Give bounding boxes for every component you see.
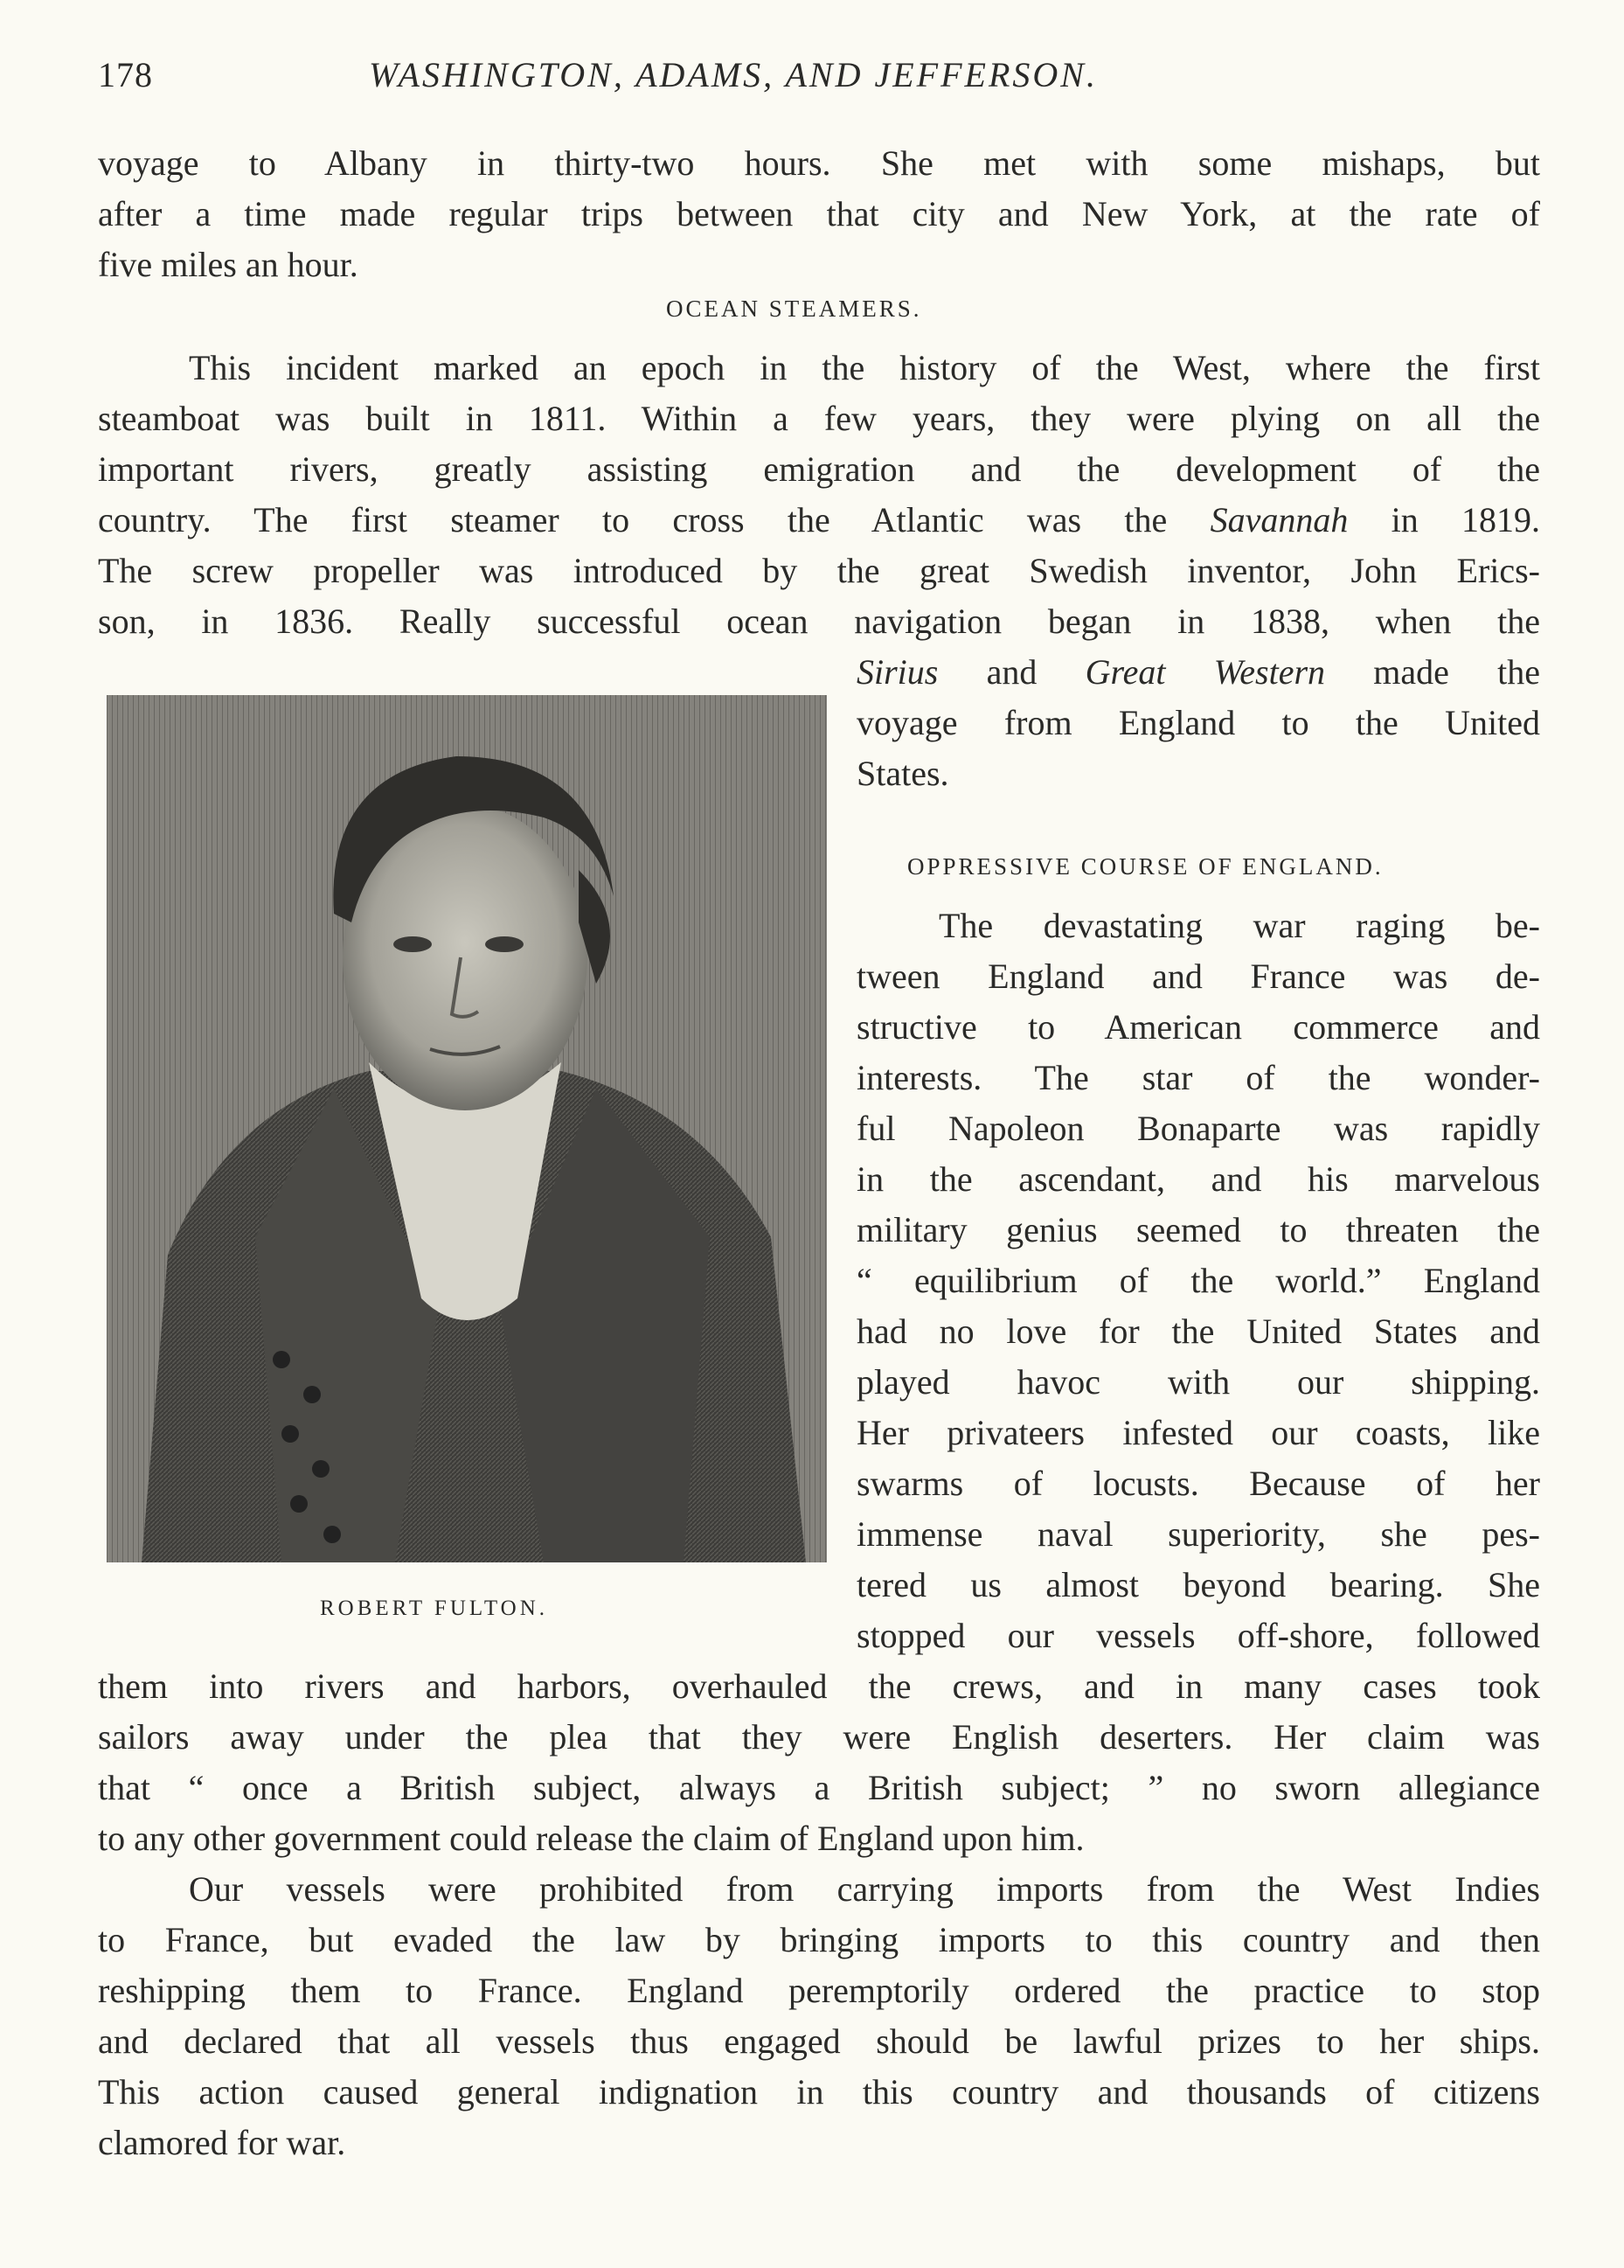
text-line: and declared that all vessels thus engaged should be lawful prizes to her ships. (98, 2021, 1540, 2061)
text-line: clamored for war. (98, 2123, 346, 2162)
text-line: The devastating war raging be- (939, 906, 1540, 945)
text-line: tered us almost beyond bearing. She (857, 1565, 1540, 1604)
portrait-engraving (107, 695, 827, 1562)
text-segment: in 1819. (1391, 500, 1541, 539)
closing-paragraph (98, 1864, 1540, 2168)
ship-name-sirius: Sirius (857, 652, 939, 692)
text-line: Her privateers infested our coasts, like (857, 1413, 1540, 1452)
text-segment: made the (1373, 652, 1541, 692)
text-line: that “ once a British subject, always a British subject; ” no sworn allegiance (98, 1768, 1540, 1807)
england-continuation-paragraph (98, 1661, 1540, 1864)
text-line: to France, but evaded the law by bringing imports to this country and then (98, 1920, 1540, 1959)
ocean-steamers-paragraph (98, 343, 1540, 647)
text-line: after a time made regular trips between that city and New York, at the rate of (98, 194, 1540, 233)
ship-name-savannah: Savannah (1210, 500, 1349, 539)
england-column (857, 901, 1540, 1661)
opening-paragraph (98, 138, 1540, 290)
text-line: swarms of locusts. Because of her (857, 1464, 1540, 1503)
text-line: to any other government could release the claim of England upon him. (98, 1819, 1085, 1858)
figure-caption: ROBERT FULTON. (320, 1597, 549, 1620)
text-line: steamboat was built in 1811. Within a few years, they were plying on all the (98, 399, 1540, 438)
text-line: This action caused general indignation in this country and thousands of citizens (98, 2072, 1540, 2111)
text-line: had no love for the United States and (857, 1311, 1540, 1351)
text-line: military genius seemed to threaten the (857, 1210, 1540, 1249)
text-line: structive to American commerce and (857, 1007, 1540, 1047)
text-line: in the ascendant, and his marvelous (857, 1159, 1540, 1199)
text-line: This incident marked an epoch in the history of the West, where the first (189, 348, 1540, 387)
text-line: immense naval superiority, she pes- (857, 1514, 1540, 1554)
text-line: them into rivers and harbors, overhauled the crews, and in many cases took (98, 1666, 1540, 1706)
portrait-image-robert-fulton (107, 695, 827, 1562)
text-line: “ equilibrium of the world.” England (857, 1261, 1540, 1300)
text-line: States. (857, 754, 949, 793)
text-line: reshipping them to France. England peremptorily ordered the practice to stop (98, 1971, 1540, 2010)
text-line (98, 495, 1540, 546)
running-title: WASHINGTON, ADAMS, AND JEFFERSON. (369, 55, 1098, 94)
text-line: played havoc with our shipping. (857, 1362, 1540, 1402)
text-segment: and (986, 652, 1038, 692)
section-heading-ocean-steamers: OCEAN STEAMERS. (666, 296, 922, 322)
text-segment: country. The first steamer to cross the Atlantic was the (98, 500, 1168, 539)
text-line: The screw propeller was introduced by the great Swedish inventor, John Erics- (98, 551, 1540, 590)
ocean-steamers-column (857, 647, 1540, 799)
text-line: son, in 1836. Really successful ocean navigation began in 1838, when the (98, 602, 1540, 641)
section-heading-oppressive-course: OPPRESSIVE COURSE OF ENGLAND. (907, 853, 1384, 880)
text-line: sailors away under the plea that they were English deserters. Her claim was (98, 1717, 1540, 1757)
page-number: 178 (98, 55, 153, 94)
text-line: five miles an hour. (98, 245, 358, 284)
text-line: interests. The star of the wonder- (857, 1058, 1540, 1097)
text-line: important rivers, greatly assisting emigration and the development of the (98, 449, 1540, 489)
text-line: tween England and France was de- (857, 957, 1540, 996)
page-header (98, 54, 1540, 107)
text-line: Our vessels were prohibited from carrying imports from the West Indies (189, 1869, 1540, 1909)
text-line: voyage to Albany in thirty-two hours. She met with some mishaps, but (98, 143, 1540, 183)
text-line: voyage from England to the United (857, 703, 1540, 742)
text-line: ful Napoleon Bonaparte was rapidly (857, 1109, 1540, 1148)
ship-name-great-western: Great Western (1085, 652, 1326, 692)
text-line: stopped our vessels off-shore, followed (857, 1616, 1540, 1655)
text-line (857, 647, 1540, 698)
